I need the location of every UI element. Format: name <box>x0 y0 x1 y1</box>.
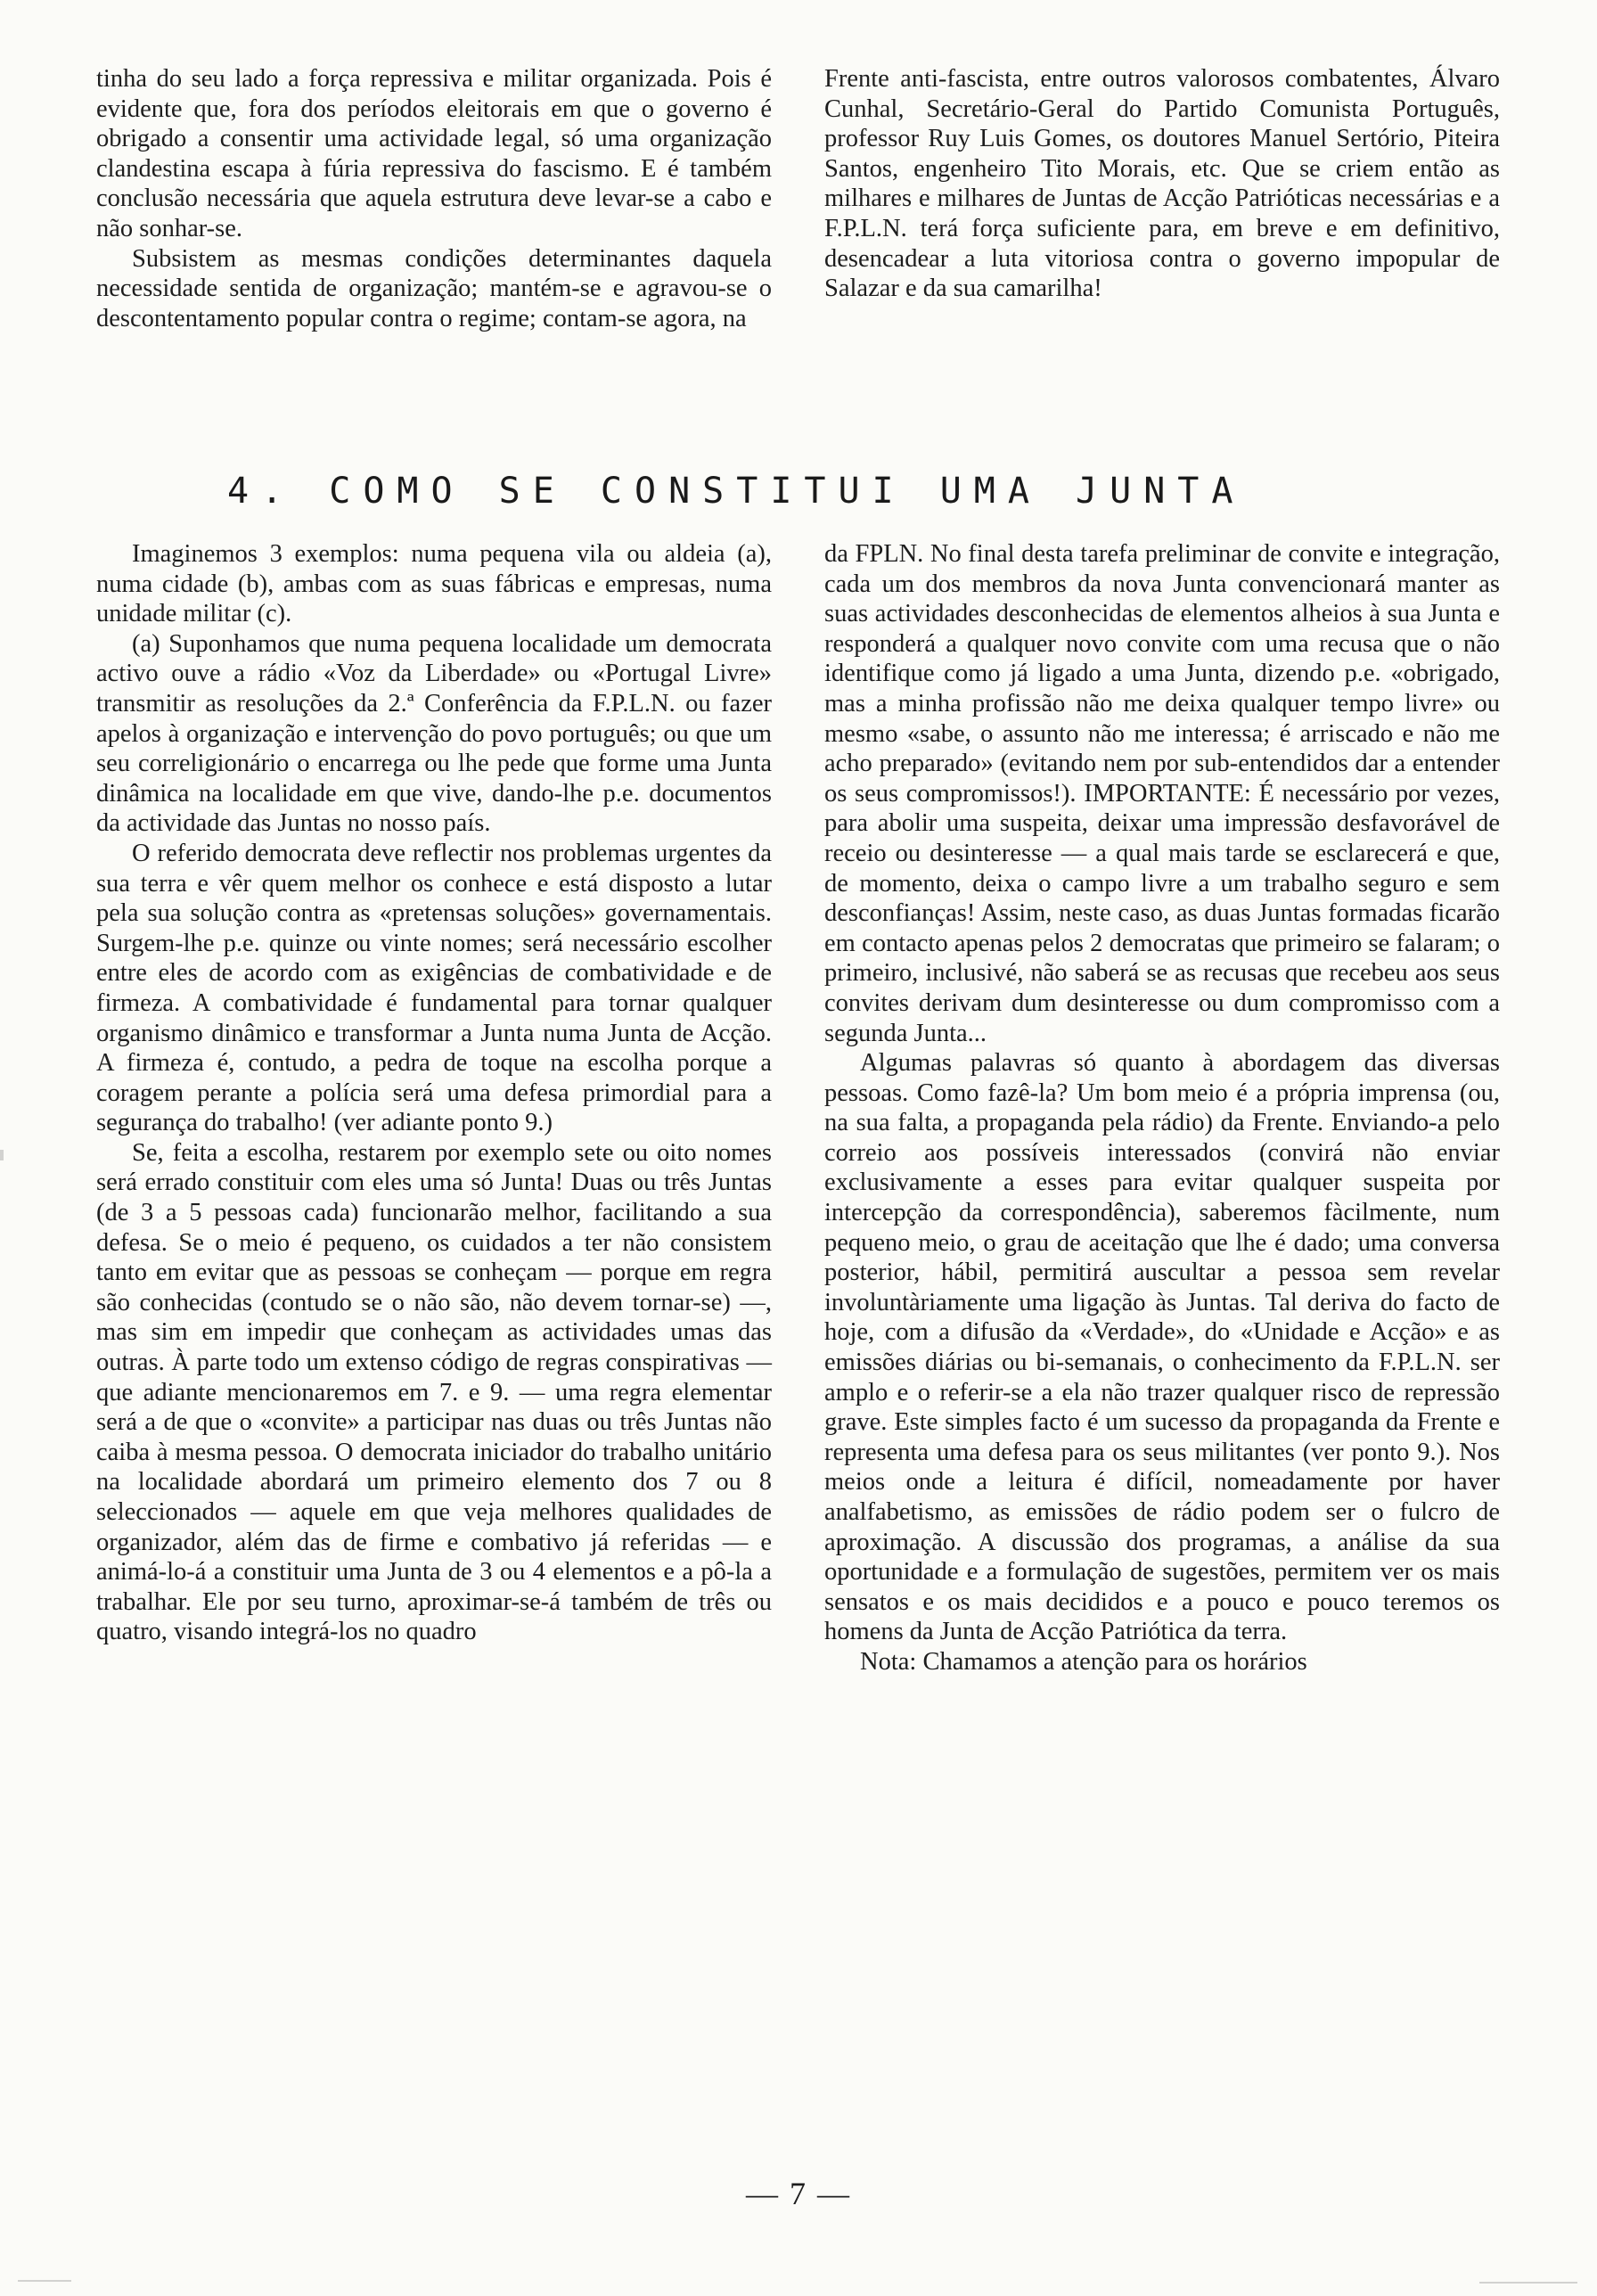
section-heading: 4. COMO SE CONSTITUI UMA JUNTA <box>227 471 1246 512</box>
scan-artifact <box>1479 2282 1577 2284</box>
paragraph: tinha do seu lado a força repressiva e militar organizada. Pois é evidente que, fora dos períodos eleitorais em que o governo é obrigado a consentir uma actividade legal, só uma organização clandestina escapa à fúria repressiva do fascismo. E é também conclusão necessária que aquela estrutura deve levar-se a cabo e não sonhar-se. <box>96 65 772 242</box>
paragraph: (a) Suponhamos que numa pequena localidade um democrata activo ouve a rádio «Voz da Liberdade» ou «Portugal Livre» transmitir as resoluções da 2.ª Conferência da F.P.L.N. ou fazer apelos à organização e intervenção do povo português; ou que um seu correligionário o encarrega ou lhe pede que forme uma Junta dinâmica na localidade em que vive, dando-lhe p.e. documentos da actividade das Juntas no nosso país. <box>96 629 772 838</box>
top-right-column <box>824 64 1500 304</box>
page-number: — 7 — <box>746 2176 851 2211</box>
paragraph: Frente anti-fascista, entre outros valorosos combatentes, Álvaro Cunhal, Secretário-Geral do Partido Comunista Português, professor Ruy Luis Gomes, os doutores Manuel Sertório, Piteira Santos, engenheiro Tito Morais, etc. Que se criem então as milhares e milhares de Juntas de Acção Patrióticas necessárias e a F.P.L.N. terá força suficiente para, em breve e em definitivo, desencadear a luta vitoriosa contra o governo impopular de Salazar e da sua camarilha! <box>824 65 1500 303</box>
paragraph: Algumas palavras só quanto à abordagem das diversas pessoas. Como fazê-la? Um bom meio é a própria imprensa (ou, na sua falta, a propaganda pela rádio) da Frente. Enviando-a pelo correio aos possíveis interessados (convirá não enviar exclusivamente a esses para evitar qualquer suspeita por intercepção da correspondência), saberemos fàcilmente, num pequeno meio, o grau de aceitação que lhe é dado; uma conversa posterior, hábil, permitirá auscultar a pessoa sem revelar involuntàriamente uma ligação às Juntas. Tal deriva do facto de hoje, com a difusão da «Verdade», do «Unidade e Acção» e as emissões diárias ou bi-semanais, o conhecimento da F.P.L.N. ser amplo e o referir-se a ela não trazer qualquer risco de repressão grave. Este simples facto é um sucesso da propaganda da Frente e representa uma defesa para os seus militantes (ver ponto 9.). Nos meios onde a leitura é difícil, nomeadamente por haver analfabetismo, as emissões de rádio podem ser o fulcro de aproximação. A discussão dos programas, a análise da sua oportunidade e a formulação de sugestões, permitem ver os mais sensatos e os mais decididos e a pouco e pouco teremos os homens da Junta de Acção Patriótica da terra. <box>824 1049 1500 1646</box>
paragraph: O referido democrata deve reflectir nos problemas urgentes da sua terra e vêr quem melhor os conhece e está disposto a lutar pela sua solução contra as «pretensas soluções» governamentais. Surgem-lhe p.e. quinze ou vinte nomes; será necessário escolher entre eles de acordo com as exigências de combatividade e de firmeza. A combatividade é fundamental para tornar qualquer organismo dinâmico e transformar a Junta numa Junta de Acção. A firmeza é, contudo, a pedra de toque na escolha porque a coragem perante a polícia será uma defesa primordial para a segurança do trabalho! (ver adiante ponto 9.) <box>96 839 772 1137</box>
scan-artifact <box>18 2280 71 2282</box>
bottom-right-column <box>824 539 1500 1677</box>
paragraph: Nota: Chamamos a atenção para os horários <box>860 1647 1307 1676</box>
paragraph: Imaginemos 3 exemplos: numa pequena vila ou aldeia (a), numa cidade (b), ambas com as suas fábricas e empresas, numa unidade militar (c). <box>96 540 772 628</box>
bottom-left-column <box>96 539 772 1647</box>
paragraph: Subsistem as mesmas condições determinantes daquela necessidade sentida de organização; mantém-se e agravou-se o descontentamento popular contra o regime; contam-se agora, na <box>96 244 772 332</box>
scan-artifact <box>0 1150 4 1160</box>
paragraph: da FPLN. No final desta tarefa preliminar de convite e integração, cada um dos membros da nova Junta convencionará manter as suas actividades desconhecidas de elementos alheios à sua Junta e responderá a qualquer novo convite com uma recusa que o não identifique como já ligado a uma Junta, dizendo p.e. «obrigado, mas a minha profissão não me deixa qualquer tempo livre» ou mesmo «sabe, o assunto não me interessa; é arriscado e não me acho preparado» (evitando nem por sub-entendidos dar a entender os seus compromissos!). IMPORTANTE: É necessário por vezes, para abolir uma suspeita, deixar uma impressão desfavorável de receio ou desinteresse — a qual mais tarde se esclarecerá e que, de momento, deixa o campo livre a um trabalho seguro e sem desconfianças! Assim, neste caso, as duas Juntas formadas ficarão em contacto apenas pelos 2 democratas que primeiro se falaram; o primeiro, inclusivé, não saberá se as recusas que recebeu aos seus convites derivam dum desinteresse ou dum compromisso com a segunda Junta... <box>824 540 1500 1047</box>
paragraph: Se, feita a escolha, restarem por exemplo sete ou oito nomes será errado constituir com eles uma só Junta! Duas ou três Juntas (de 3 a 5 pessoas cada) funcionarão melhor, facilitando a sua defesa. Se o meio é pequeno, os cuidados a ter não consistem tanto em evitar que as pessoas se conheçam — porque em regra são conhecidas (contudo se o não são, não devem tornar-se) —, mas sim em impedir que conheçam as actividades umas das outras. À parte todo um extenso código de regras conspirativas — que adiante mencionaremos em 7. e 9. — uma regra elementar será a de que o «convite» a participar nas duas ou três Juntas não caiba à mesma pessoa. O democrata iniciador do trabalho unitário na localidade abordará um primeiro elemento dos 7 ou 8 seleccionados — aquele em que veja melhores qualidades de organizador, além das de firme e combativo já referidas — e animá-lo-á a constituir uma Junta de 3 ou 4 elementos e a pô-la a trabalhar. Ele por seu turno, aproximar-se-á também de três ou quatro, visando integrá-los no quadro <box>96 1138 772 1646</box>
top-left-column <box>96 64 772 333</box>
